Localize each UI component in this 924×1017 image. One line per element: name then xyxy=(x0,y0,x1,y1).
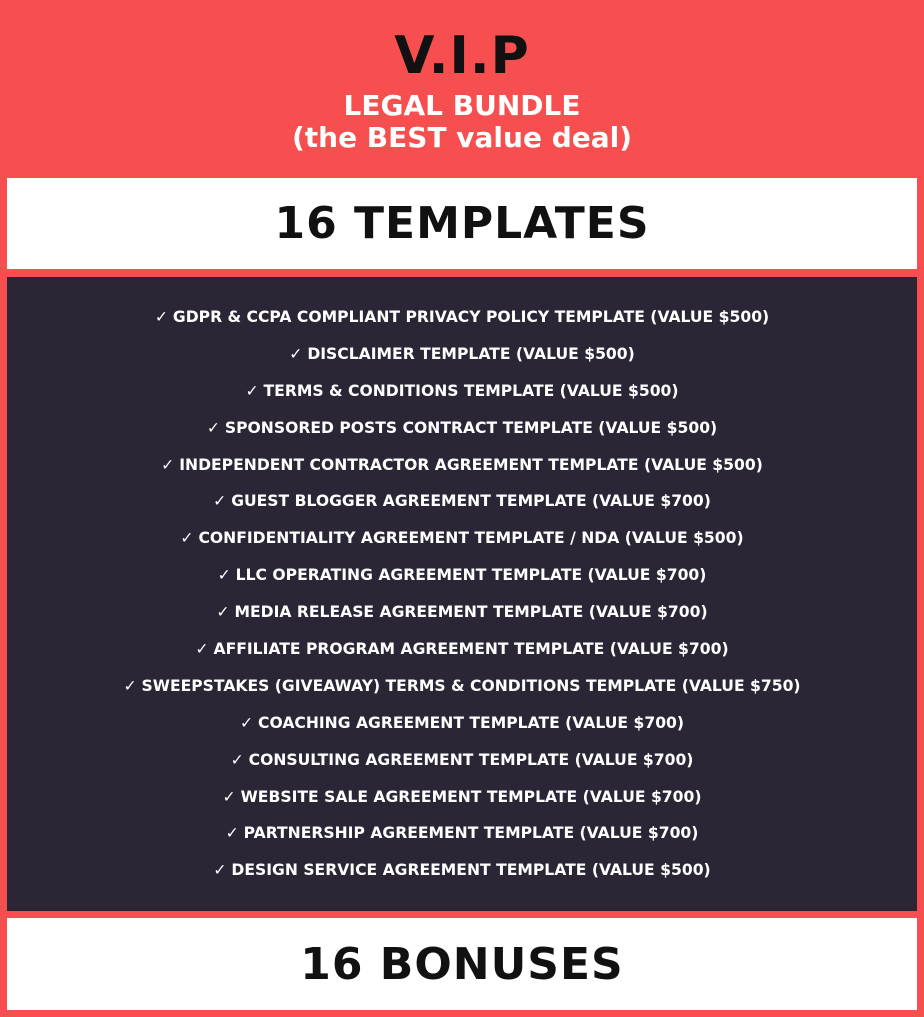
checkmark-icon: ✓ xyxy=(180,529,194,548)
template-label: MEDIA RELEASE AGREEMENT TEMPLATE (VALUE $700) xyxy=(234,603,708,622)
template-list-item xyxy=(7,779,917,816)
template-label: GDPR & CCPA COMPLIANT PRIVACY POLICY TEMPLATE (VALUE $500) xyxy=(172,308,770,326)
bonuses-heading-band xyxy=(7,918,917,1010)
template-list-item xyxy=(7,336,917,373)
template-label: AFFILIATE PROGRAM AGREEMENT TEMPLATE (VALUE $700) xyxy=(213,640,729,659)
checkmark-icon: ✓ xyxy=(222,787,236,806)
checkmark-icon: ✓ xyxy=(161,455,175,474)
checkmark-icon: ✓ xyxy=(123,676,137,695)
template-list-item xyxy=(7,742,917,779)
checkmark-icon: ✓ xyxy=(213,861,227,880)
template-list-item xyxy=(7,483,917,520)
checkmark-icon: ✓ xyxy=(239,713,254,732)
template-list-item xyxy=(7,852,917,889)
checkmark-icon: ✓ xyxy=(230,750,244,769)
template-label: PARTNERSHIP AGREEMENT TEMPLATE (VALUE $700) xyxy=(243,824,699,843)
checkmark-icon: ✓ xyxy=(225,824,239,843)
templates-list xyxy=(7,299,917,889)
template-list-item xyxy=(7,815,917,852)
template-label: SWEEPSTAKES (GIVEAWAY) TERMS & CONDITIONS TEMPLATE (VALUE $750) xyxy=(141,676,801,695)
template-list-item xyxy=(7,520,917,557)
checkmark-icon: ✓ xyxy=(213,492,227,511)
bonuses-heading: 16 BONUSES xyxy=(300,938,624,990)
template-list-item xyxy=(7,705,917,742)
template-label: WEBSITE SALE AGREEMENT TEMPLATE (VALUE $700) xyxy=(240,787,702,806)
vip-title: V.I.P xyxy=(394,26,530,86)
checkmark-icon: ✓ xyxy=(245,381,259,400)
checkmark-icon: ✓ xyxy=(154,308,168,326)
template-label: INDEPENDENT CONTRACTOR AGREEMENT TEMPLATE (VALUE $500) xyxy=(179,455,763,474)
template-label: LLC OPERATING AGREEMENT TEMPLATE (VALUE $700) xyxy=(235,566,707,585)
templates-heading: 16 TEMPLATES xyxy=(274,198,650,249)
template-label: DISCLAIMER TEMPLATE (VALUE $500) xyxy=(307,344,635,363)
template-label: GUEST BLOGGER AGREEMENT TEMPLATE (VALUE $700) xyxy=(231,492,711,511)
template-label: CONSULTING AGREEMENT TEMPLATE (VALUE $700) xyxy=(248,750,694,769)
template-label: DESIGN SERVICE AGREEMENT TEMPLATE (VALUE $500) xyxy=(231,861,711,880)
bundle-header xyxy=(0,0,924,178)
templates-list-panel xyxy=(7,277,917,911)
checkmark-icon: ✓ xyxy=(289,344,303,363)
checkmark-icon: ✓ xyxy=(195,640,209,659)
template-label: SPONSORED POSTS CONTRACT TEMPLATE (VALUE $500) xyxy=(224,418,718,437)
template-list-item xyxy=(7,668,917,705)
template-list-item xyxy=(7,631,917,668)
template-list-item xyxy=(7,447,917,484)
templates-heading-band xyxy=(7,178,917,269)
bundle-name: LEGAL BUNDLE xyxy=(343,89,581,122)
template-list-item xyxy=(7,373,917,410)
template-label: COACHING AGREEMENT TEMPLATE (VALUE $700) xyxy=(258,713,685,732)
template-list-item xyxy=(7,557,917,594)
checkmark-icon: ✓ xyxy=(217,566,231,585)
template-list-item xyxy=(7,299,917,336)
checkmark-icon: ✓ xyxy=(206,418,220,437)
template-list-item xyxy=(7,594,917,631)
bundle-tagline: (the BEST value deal) xyxy=(291,121,633,154)
template-label: TERMS & CONDITIONS TEMPLATE (VALUE $500) xyxy=(263,381,679,400)
checkmark-icon: ✓ xyxy=(216,603,230,622)
template-list-item xyxy=(7,410,917,447)
template-label: CONFIDENTIALITY AGREEMENT TEMPLATE / NDA (VALUE $500) xyxy=(198,529,744,548)
